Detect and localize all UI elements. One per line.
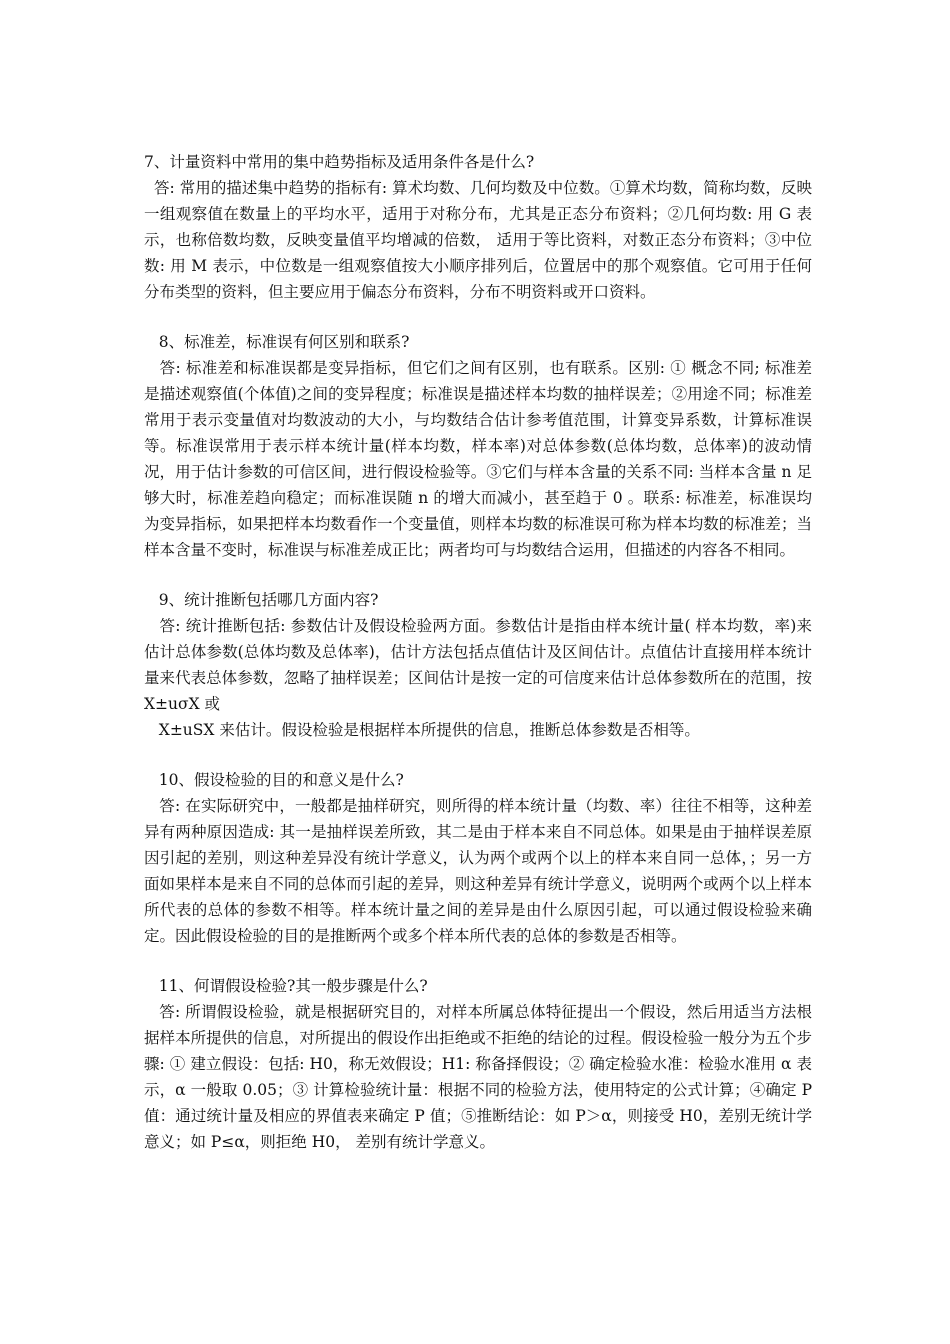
section-q10: [144, 767, 812, 949]
answer-continuation: X±uSX 来估计。假设检验是根据样本所提供的信息，推断总体参数是否相等。: [144, 721, 700, 739]
answer-paragraph: 答: 常用的描述集中趋势的指标有: 算术均数、几何均数及中位数。①算术均数，简称均数，反映一组观察值在数量上的平均水平，适用于对称分布，尤其是正态分布资料；②几何均数: 用 G 表示，也称倍数均数，反映变量值平均增减的倍数， 适用于等比资料，对数正态分布资料；③中位数: 用 M 表示，中位数是一组观察值按大小顺序排列后，位置居中的那个观察值。它可用于任何分布类型的资料，但主要应用于偏态分布资料，分布不明资料或开口资料。: [144, 179, 812, 301]
question-heading: 10、假设检验的目的和意义是什么?: [144, 771, 404, 789]
question-heading: 8、标准差，标准误有何区别和联系?: [144, 333, 410, 351]
question-heading: 11、何谓假设检验?其一般步骤是什么?: [144, 977, 428, 995]
section-q8: [144, 329, 812, 563]
section-q11: [144, 973, 817, 1155]
answer-paragraph: 答: 在实际研究中，一般都是抽样研究，则所得的样本统计量（均数、率）往往不相等，这种差异有两种原因造成: 其一是抽样误差所致，其二是由于样本来自不同总体。如果是由于抽样误差原因引起的差别，则这种差异没有统计学意义，认为两个或两个以上的样本来自同一总体，；另一方面如果样本是来自不同的总体而引起的差异，则这种差异有统计学意义，说明两个或两个以上样本所代表的总体的参数不相等。样本统计量之间的差异是由什么原因引起，可以通过假设检验来确定。因此假设检验的目的是推断两个或多个样本所代表的总体的参数是否相等。: [144, 797, 812, 945]
question-heading: 7、计量资料中常用的集中趋势指标及适用条件各是什么?: [144, 153, 535, 171]
question-heading: 9、统计推断包括哪几方面内容?: [144, 591, 379, 609]
answer-paragraph: 答: 所谓假设检验，就是根据研究目的，对样本所属总体特征提出一个假设，然后用适当方法根据样本所提供的信息，对所提出的假设作出拒绝或不拒绝的结论的过程。假设检验一般分为五个步骤: ① 建立假设：包括: H0，称无效假设；H1: 称备择假设；② 确定检验水准：检验水准用 α 表示，α 一般取 0.05；③ 计算检验统计量：根据不同的检验方法，使用特定的公式计算；④确定 P 值：通过统计量及相应的界值表来确定 P 值；⑤推断结论：如 P＞α，则接受 H0，差别无统计学意义；如 P≤α，则拒绝 H0， 差别有统计学意义。: [144, 1003, 817, 1151]
answer-paragraph: 答: 统计推断包括: 参数估计及假设检验两方面。参数估计是指由样本统计量( 样本均数，率)来估计总体参数(总体均数及总体率)，估计方法包括点值估计及区间估计。点值估计直接用样本统计量来代表总体参数，忽略了抽样误差；区间估计是按一定的可信度来估计总体参数所在的范围，按 X±uσX 或: [144, 617, 817, 713]
document-body: [144, 149, 817, 1179]
answer-paragraph: 答: 标准差和标准误都是变异指标，但它们之间有区别，也有联系。区别: ① 概念不同; 标准差是描述观察值(个体值)之间的变异程度；标准误是描述样本均数的抽样误差；②用途不同；标准差常用于表示变量值对均数波动的大小，与均数结合估计参考值范围，计算变异系数，计算标准误等。标准误常用于表示样本统计量(样本均数，样本率)对总体参数(总体均数，总体率)的波动情况，用于估计参数的可信区间，进行假设检验等。③它们与样本含量的关系不同: 当样本含量 n 足够大时，标准差趋向稳定；而标准误随 n 的增大而减小，甚至趋于 0 。联系: 标准差，标准误均为变异指标，如果把样本均数看作一个变量值，则样本均数的标准误可称为样本均数的标准差；当样本含量不变时，标准误与标准差成正比；两者均可与均数结合运用，但描述的内容各不相同。: [144, 359, 812, 559]
section-q7: [144, 149, 812, 305]
section-q9: [144, 587, 817, 743]
